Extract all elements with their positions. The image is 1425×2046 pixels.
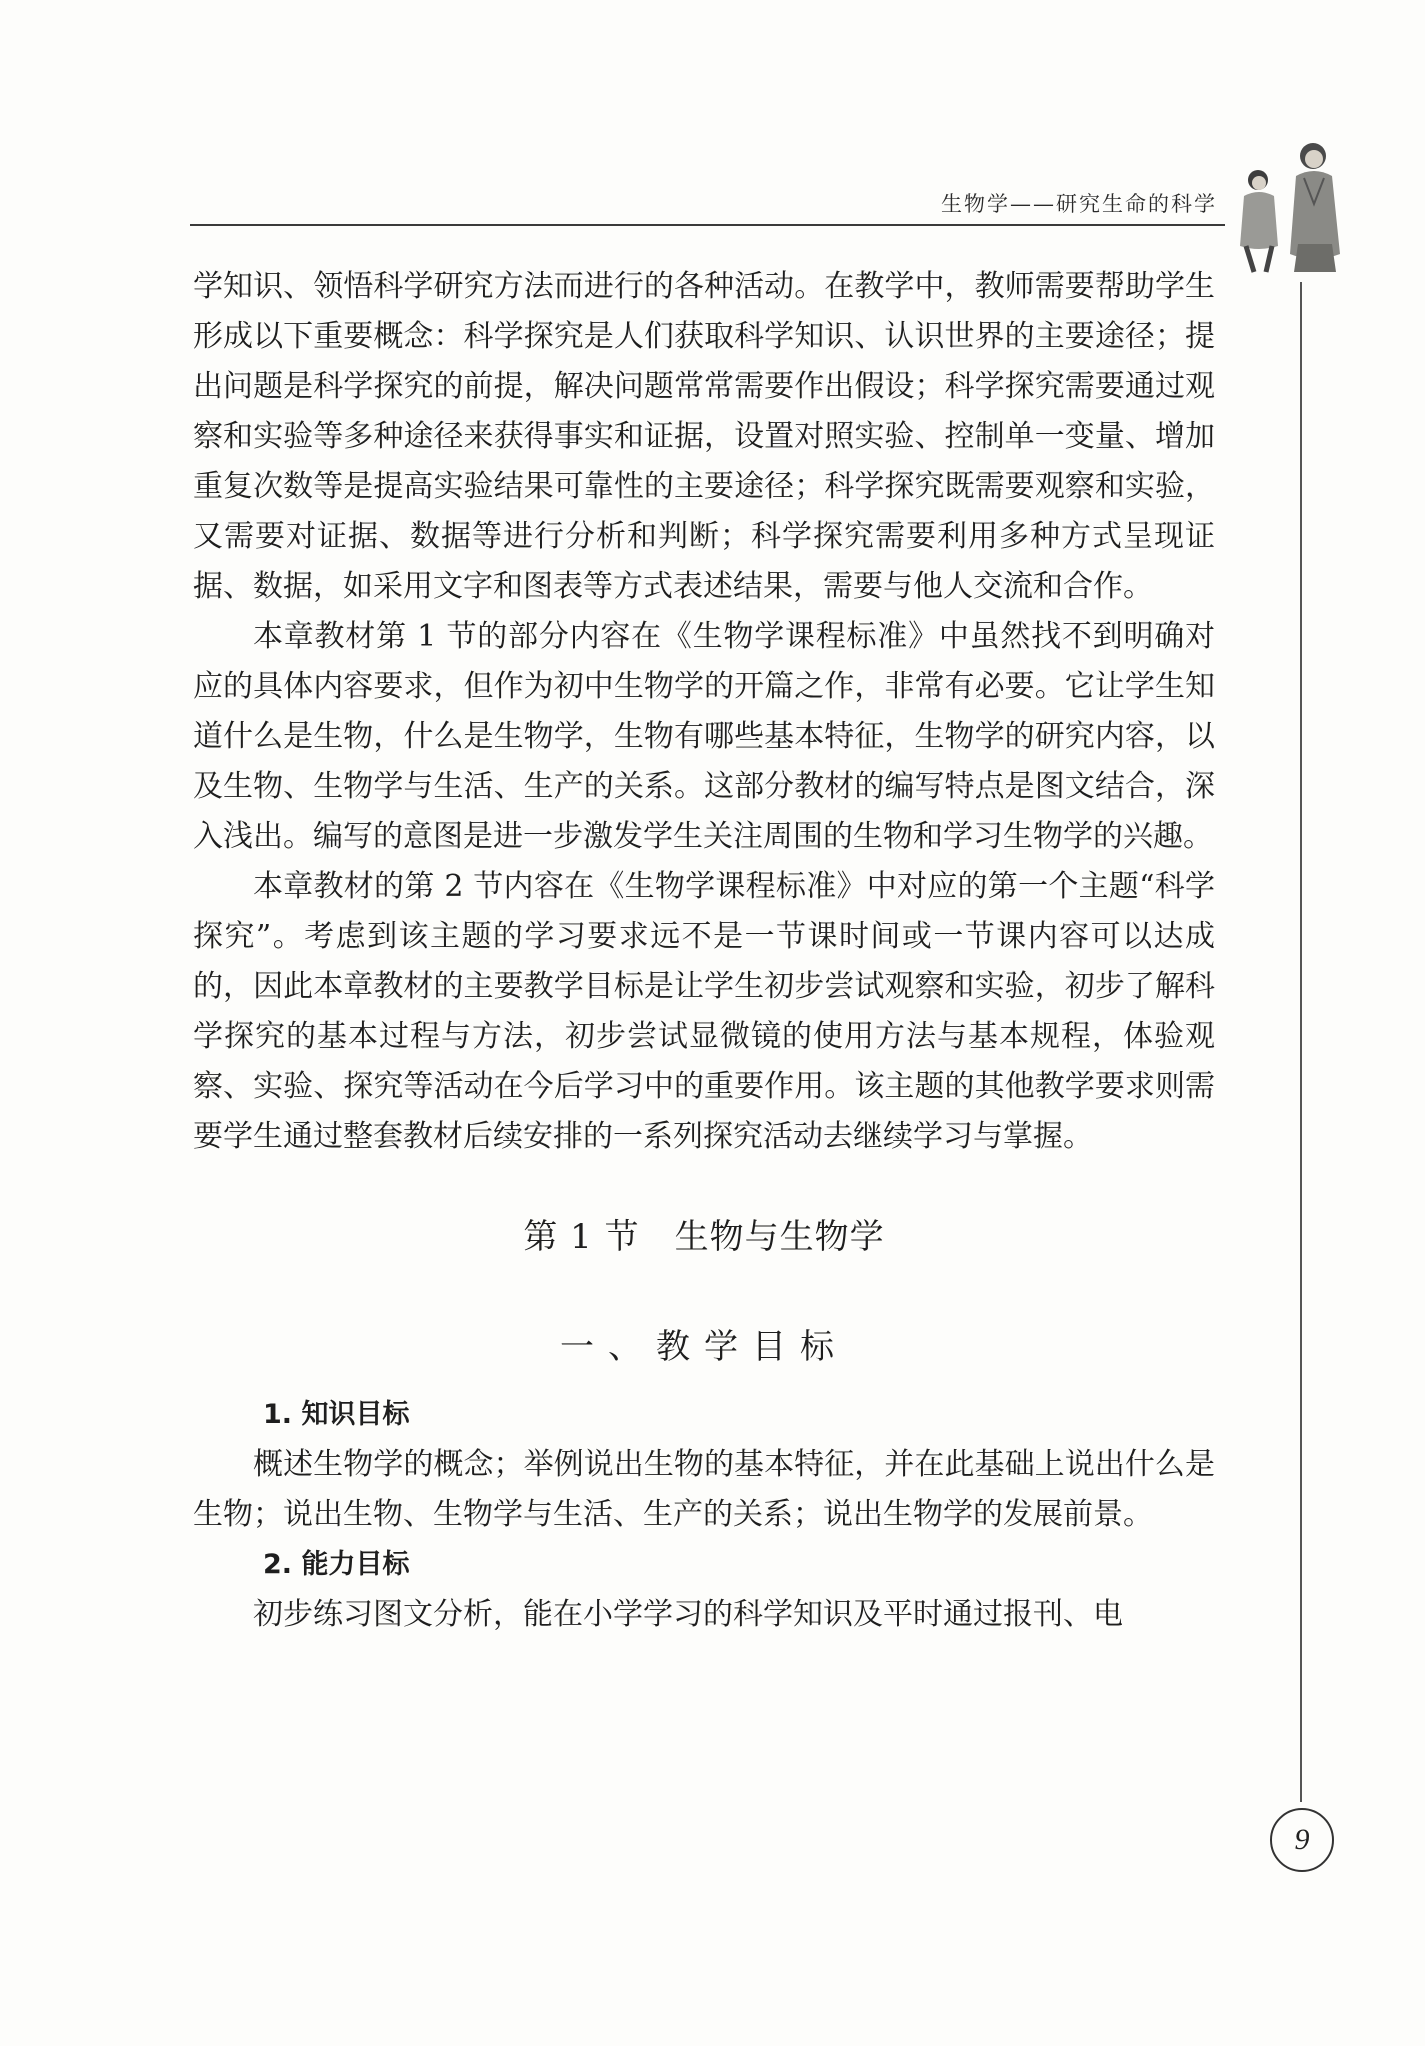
ability-objective-heading: 2. 能力目标 [263, 1549, 410, 1580]
teacher-student-illustration [1228, 134, 1358, 274]
section-title: 第 1 节 生物与生物学 [523, 1217, 885, 1257]
knowledge-objective-heading: 1. 知识目标 [263, 1399, 410, 1430]
ability-objective-text: 初步练习图文分析，能在小学学习的科学知识及平时通过报刊、电 [253, 1597, 1123, 1632]
knowledge-objective-text: 概述生物学的概念；举例说出生物的基本特征，并在此基础上说出什么是生物；说出生物、生物学与生活、生产的关系；说出生物学的发展前景。 [193, 1447, 1215, 1532]
sub-heading: 一、教学目标 [560, 1327, 848, 1367]
page-number: 9 [1270, 1808, 1334, 1872]
paragraph: 本章教材的第 2 节内容在《生物学课程标准》中对应的第一个主题“科学探究”。考虑到该主题的学习要求远不是一节课时间或一节课内容可以达成的，因此本章教材的主要教学目标是让学生初步尝试观察和实验，初步了解科学探究的基本过程与方法，初步尝试显微镜的使用方法与基本规程，体验观察、实验、探究等活动在今后学习中的重要作用。该主题的其他教学要求则需要学生通过整套教材后续安排的一系列探究活动去继续学习与掌握。 [193, 869, 1215, 1154]
running-head: 生物学——研究生命的科学 [941, 192, 1217, 216]
page-body [193, 262, 1215, 1640]
paragraph: 本章教材第 1 节的部分内容在《生物学课程标准》中虽然找不到明确对应的具体内容要求，但作为初中生物学的开篇之作，非常有必要。它让学生知道什么是生物，什么是生物学，生物有哪些基本特征，生物学的研究内容，以及生物、生物学与生活、生产的关系。这部分教材的编写特点是图文结合，深入浅出。编写的意图是进一步激发学生关注周围的生物和学习生物学的兴趣。 [193, 619, 1215, 854]
paragraph-continued: 学知识、领悟科学研究方法而进行的各种活动。在教学中，教师需要帮助学生形成以下重要概念：科学探究是人们获取科学知识、认识世界的主要途径；提出问题是科学探究的前提，解决问题常常需要作出假设；科学探究需要通过观察和实验等多种途径来获得事实和证据，设置对照实验、控制单一变量、增加重复次数等是提高实验结果可靠性的主要途径；科学探究既需要观察和实验，又需要对证据、数据等进行分析和判断；科学探究需要利用多种方式呈现证据、数据，如采用文字和图表等方式表述结果，需要与他人交流和合作。 [193, 269, 1215, 604]
margin-rule [1300, 282, 1302, 1802]
header-rule [190, 224, 1225, 226]
page-header [190, 186, 1225, 226]
